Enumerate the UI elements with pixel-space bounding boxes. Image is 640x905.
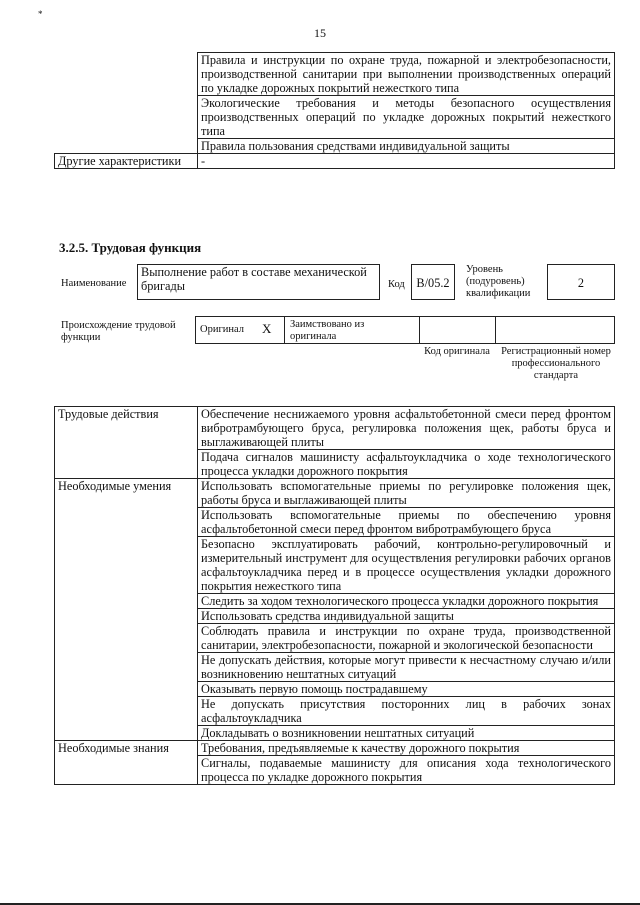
knowledge-label: Необходимые знания [58, 741, 169, 755]
corner-mark: * [38, 9, 43, 19]
function-code: В/05.2 [416, 276, 450, 290]
section-title: 3.2.5. Трудовая функция [59, 240, 202, 255]
function-name-box [137, 264, 380, 300]
code-label: Код [388, 279, 405, 290]
skill-item: Следить за ходом технологического процесса укладки дорожного покрытия [198, 594, 615, 609]
skill-item: Использовать вспомогательные приемы по регулировке положения щек, работы бруса и выглаживающей плиты [198, 479, 615, 508]
skill-item: Оказывать первую помощь пострадавшему [198, 682, 615, 697]
original-mark: X [262, 321, 272, 336]
knowledge-item: Правила и инструкции по охране труда, пожарной и электробезопасности, производственной санитарии при выполнении производственных операций по укладке дорожных покрытий нежесткого типа [198, 53, 615, 96]
group-label-cell [55, 407, 198, 479]
page-number: 15 [314, 26, 326, 40]
knowledge-item: Правила пользования средствами индивидуальной защиты [198, 139, 615, 154]
name-label: Наименование [61, 278, 127, 289]
level-box [547, 264, 615, 300]
level-value: 2 [577, 276, 585, 290]
origin-divider [284, 316, 285, 344]
skill-item: Соблюдать правила и инструкции по охране труда, производственной санитарии, электробезопасности, пожарной и экологической безопасности [198, 624, 615, 653]
skill-item: Докладывать о возникновении нештатных ситуаций [198, 726, 615, 741]
group-label-cell [55, 479, 198, 741]
other-characteristics-label: Другие характеристики [55, 154, 198, 169]
empty-label-cell [55, 53, 198, 154]
labor-actions-label: Трудовые действия [58, 407, 159, 421]
skill-item: Не допускать присутствия посторонних лиц в рабочих зонах асфальтоукладчика [198, 697, 615, 726]
origin-divider [495, 316, 496, 344]
knowledge-item: Требования, предъявляемые к качеству дорожного покрытия [198, 741, 615, 756]
skill-item: Безопасно эксплуатировать рабочий, контрольно-регулировочный и измерительный инструмент для осуществления регулировки рабочих органов асфальтоукладчика перед и в процессе осуществления укладки дорожного покрытия нежесткого типа [198, 537, 615, 594]
labor-action-item: Обеспечение неснижаемого уровня асфальтобетонной смеси перед фронтом вибротрамбующего бруса, регулировка положения щек, работы бруса и выглаживающей плиты [198, 407, 615, 450]
labor-action-item: Подача сигналов машинисту асфальтоукладчика о ходе технологического процесса укладки дорожного покрытия [198, 450, 615, 479]
function-name: Выполнение работ в составе механической бригады [141, 265, 367, 293]
origin-divider [419, 316, 420, 344]
skills-label: Необходимые умения [58, 479, 172, 493]
function-code-box [411, 264, 455, 300]
original-label: Оригинал [200, 324, 244, 335]
borrowed-label: Заимствовано из оригинала [290, 319, 365, 342]
skill-item: Не допускать действия, которые могут привести к несчастному случаю и/или возникновению нештатных ситуаций [198, 653, 615, 682]
group-label-cell [55, 741, 198, 785]
skill-item: Использовать средства индивидуальной защиты [198, 609, 615, 624]
level-label: Уровень (подуровень) квалификации [466, 264, 531, 299]
skill-item: Использовать вспомогательные приемы по обеспечению уровня асфальтобетонной смеси перед фронтом вибротрамбующего бруса [198, 508, 615, 537]
function-details-table [54, 406, 615, 785]
code-original-caption: Код оригинала [424, 346, 490, 357]
other-characteristics-value: - [198, 154, 615, 169]
origin-label: Происхождение трудовой функции [61, 320, 176, 343]
knowledge-item: Сигналы, подаваемые машинисту для описания хода технологического процесса по укладке дорожного покрытия [198, 756, 615, 785]
knowledge-item: Экологические требования и методы безопасного осуществления производственных операций по укладке дорожных покрытий нежесткого типа [198, 96, 615, 139]
continuation-table [54, 52, 615, 169]
registration-number-caption: Регистрационный номер профессионального стандарта [501, 346, 611, 381]
